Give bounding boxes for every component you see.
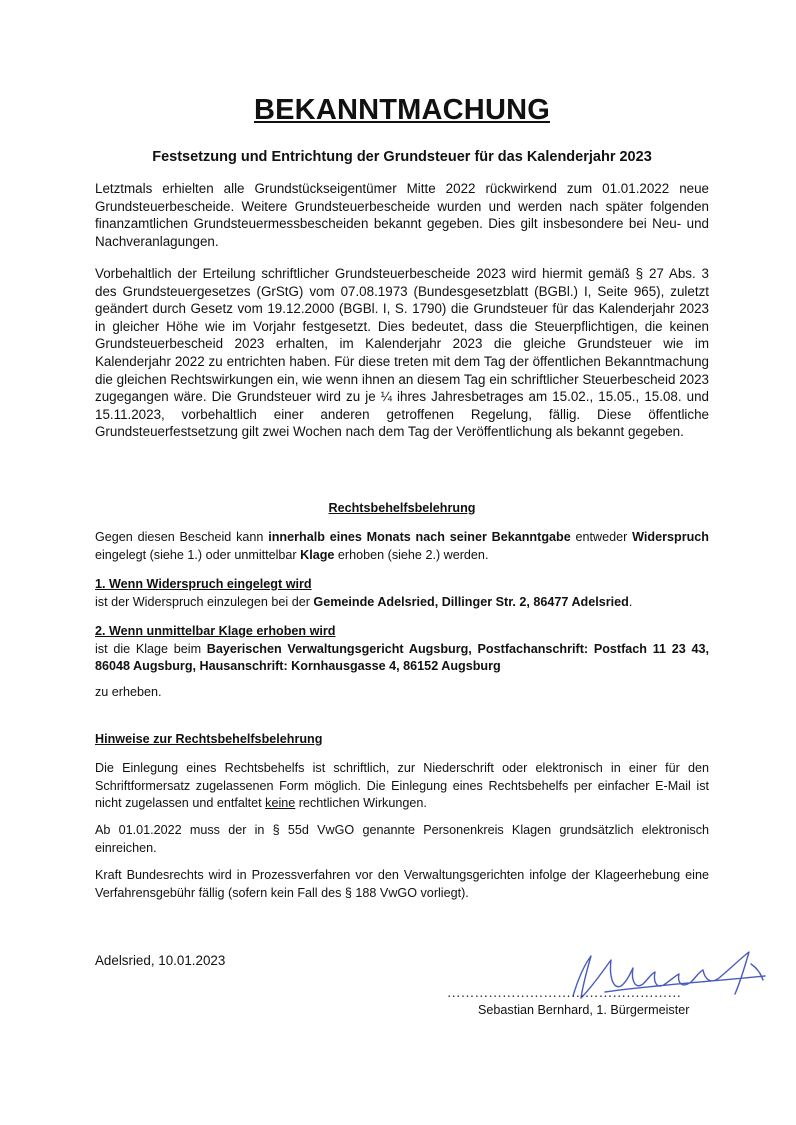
section-klage-heading: 2. Wenn unmittelbar Klage erhoben wird <box>95 624 336 638</box>
signature-line: …………………………………………… <box>447 985 682 1000</box>
closing-text: zu erheben. <box>95 685 162 699</box>
section-widerspruch: 1. Wenn Widerspruch eingelegt wird ist der Widerspruch einzulegen bei der Gemeinde Adelsried, Dillinger Str. 2, 86477 Adelsried. <box>95 576 709 611</box>
hints-paragraph-1: Die Einlegung eines Rechtsbehelfs ist schriftlich, zur Niederschrift oder elektronisch in einer für den Schriftformersatz zugelassenen Form möglich. Die Einlegung eines Rechtsbehelfs per einfacher E-Mail ist nicht zugelassen und entfaltet keine rechtlichen Wirkungen. <box>95 761 709 810</box>
page-title: BEKANNTMACHUNG <box>253 94 550 126</box>
hints-heading: Hinweise zur Rechtsbehelfsbelehrung <box>95 732 323 746</box>
hints-paragraph-3: Kraft Bundesrechts wird in Prozessverfahren vor den Verwaltungsgerichten infolge der Klageerhebung eine Verfahrensgebühr fällig (sofern kein Fall des § 188 VwGO vorliegt). <box>95 868 709 900</box>
rechtsbehelf-intro: Gegen diesen Bescheid kann innerhalb eines Monats nach seiner Bekanntgabe entweder Widerspruch eingelegt (siehe 1.) oder unmittelbar Klage erhoben (siehe 2.) werden. <box>95 530 709 562</box>
hints-paragraph-2: Ab 01.01.2022 muss der in § 55d VwGO genannte Personenkreis Klagen grundsätzlich elektronisch einreichen. <box>95 823 709 855</box>
place-date: Adelsried, 10.01.2023 <box>95 953 226 968</box>
page-subtitle: Festsetzung und Entrichtung der Grundsteuer für das Kalenderjahr 2023 <box>152 149 652 165</box>
paragraph-assessment: Vorbehaltlich der Erteilung schriftlicher Grundsteuerbescheide 2023 wird hiermit gemäß § 27 Abs. 3 des Grundsteuergesetzes (GrStG) vom 07.08.1973 (Bundesgesetzblatt (BGBl.) I, Seite 965), zuletzt geändert durch Gesetz vom 19.12.2000 (BGBl. I, S. 1790) die Grundsteuer für das Kalenderjahr 2023 in gleicher Höhe wie im Vorjahr festgesetzt. Dies bedeutet, dass die Steuerpflichtigen, die keinen Grundsteuerbescheid 2023 erhalten, im Kalenderjahr 2023 die gleiche Grundsteuer wie im Kalenderjahr 2022 zu entrichten haben. Für diese treten mit dem Tag der öffentlichen Bekanntmachung die gleichen Rechtswirkungen ein, wie wenn ihnen an diesem Tag ein schriftlicher Steuerbescheid 2023 zugegangen wäre. Die Grundsteuer wird zu je ¼ ihres Jahresbetrages am 15.02., 15.05., 15.08. und 15.11.2023, vorbehaltlich einer anderen getroffenen Regelung, fällig. Diese öffentliche Grundsteuerfestsetzung gilt zwei Wochen nach dem Tag der Veröffentlichung als bekannt gegeben. <box>95 266 709 440</box>
section-klage: 2. Wenn unmittelbar Klage erhoben wird ist die Klage beim Bayerischen Verwaltungsgericht Augsburg, Postfachanschrift: Postfach 11 23 43, 86048 Augsburg, Hausanschrift: Kornhausgasse 4, 86152 Augsburg <box>95 624 709 673</box>
paragraph-intro: Letztmals erhielten alle Grundstückseigentümer Mitte 2022 rückwirkend zum 01.01.2022 neue Grundsteuerbescheide. Weitere Grundsteuerbescheide wurden und werden nach später folgenden finanzamtlichen Grundsteuermessbescheiden bekannt gegeben. Dies gilt insbesondere bei Neu- und Nachveranlagungen. <box>95 181 709 249</box>
signer-name: Sebastian Bernhard, 1. Bürgermeister <box>478 1003 690 1017</box>
section-widerspruch-heading: 1. Wenn Widerspruch eingelegt wird <box>95 577 312 591</box>
rechtsbehelf-heading: Rechtsbehelfsbelehrung <box>328 501 476 515</box>
